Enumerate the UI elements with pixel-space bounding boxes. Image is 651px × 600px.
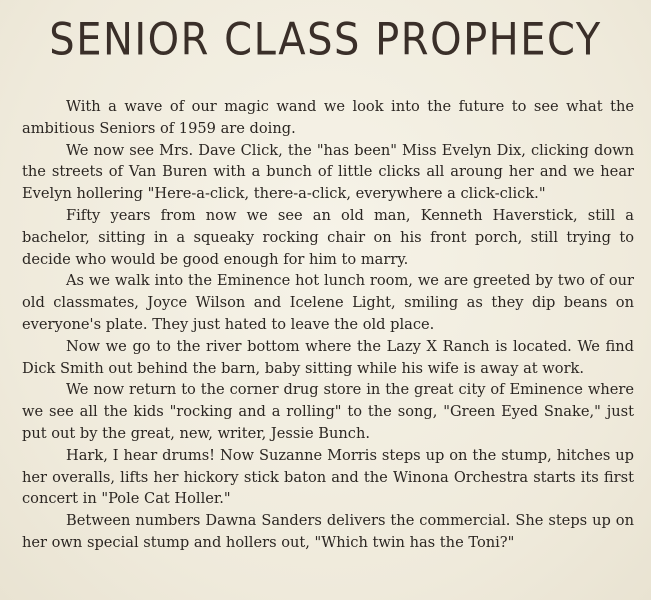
paragraph-commercial: Between numbers Dawna Sanders delivers the commercial. She steps up on her own special stump and hollers out, "Which twin has the Toni?" (22, 512, 634, 551)
page-title: SENIOR CLASS PROPHECY (49, 14, 602, 66)
paragraph-drug-store: We now return to the corner drug store in the great city of Eminence where we see all the kids "rocking and a rolling" to the song, "Green Eyed Snake," just put out by the great, new, writer, Jessie Bunch. (22, 381, 634, 442)
paragraph-kenneth-haverstick: Fifty years from now we see an old man, Kenneth Haverstick, still a bachelor, sitting in a squeaky rocking chair on his front porch, still trying to decide who would be good enough for him to marry. (22, 206, 634, 268)
prophecy-body (22, 96, 634, 554)
paragraph-hot-lunch-room: As we walk into the Eminence hot lunch room, we are greeted by two of our old classmates, Joyce Wilson and Icelene Light, smiling as they dip beans on everyone's plate. They just hated to leave the old place. (22, 272, 634, 333)
paragraph-intro: With a wave of our magic wand we look into the future to see what the ambitious Seniors of 1959 are doing. (22, 98, 634, 137)
paragraph-drums: Hark, I hear drums! Now Suzanne Morris steps up on the stump, hitches up her overalls, lifts her hickory stick baton and the Winona Orchestra starts its first concert in "Pole Cat Holler." (22, 446, 634, 508)
paragraph-lazy-x-ranch: Now we go to the river bottom where the Lazy X Ranch is located. We find Dick Smith out behind the barn, baby sitting while his wife is away at work. (22, 337, 634, 377)
paragraph-evelyn-dix: We now see Mrs. Dave Click, the "has been" Miss Evelyn Dix, clicking down the streets of Van Buren with a bunch of little clicks all aroung her and we hear Evelyn hollering "Here-a-click, there-a-click, everywhere a click-click." (22, 141, 634, 203)
